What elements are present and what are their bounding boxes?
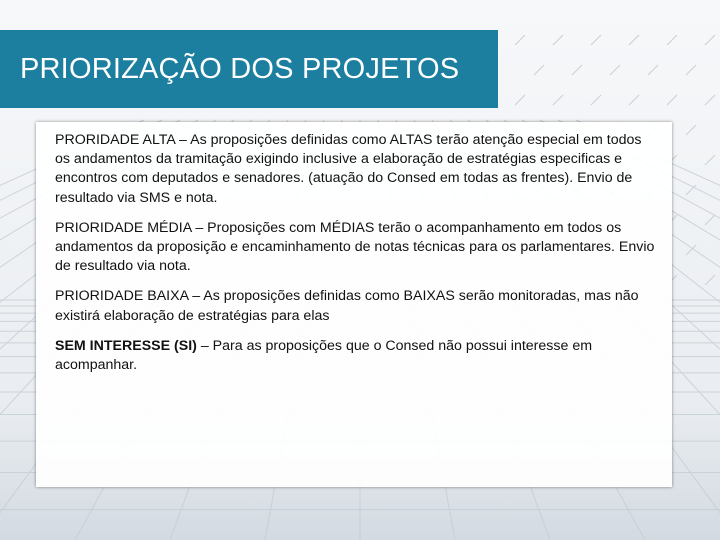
- slide-title: PRIORIZAÇÃO DOS PROJETOS: [20, 52, 460, 85]
- priority-low-paragraph: [55, 287, 658, 325]
- priority-low-text: – As proposições definidas como BAIXAS serão monitoradas, mas não existirá elaboração de estratégias para elas: [55, 288, 639, 324]
- priority-medium-paragraph: [55, 219, 658, 277]
- no-interest-paragraph: [55, 337, 658, 375]
- priority-high-text: – As proposições definidas como ALTAS terão atenção especial em todos os andamentos da tramitação exigindo inclusive a elaboração de estratégias especificas e encontros com deputados e senadores. (atuação do Consed em todas as frentes). Envio de resultado via SMS e nota.: [55, 132, 642, 206]
- priority-high-heading: PRORIDADE ALTA: [55, 132, 176, 148]
- priority-medium-heading: PRIORIDADE MÉDIA: [55, 219, 192, 236]
- no-interest-heading: SEM INTERESSE (SI): [55, 337, 197, 354]
- title-bar: [0, 30, 498, 108]
- content-box: [36, 122, 672, 487]
- no-interest-text: – Para as proposições que o Consed não possui interesse em acompanhar.: [55, 337, 593, 374]
- priority-high-paragraph: [55, 131, 658, 208]
- priority-medium-text: – Proposições com MÉDIAS terão o acompanhamento em todos os andamentos da proposição e encaminhamento de notas técnicas para os parlamentares. Envio de resultado via nota.: [55, 219, 655, 275]
- priority-low-heading: PRIORIDADE BAIXA: [55, 288, 189, 305]
